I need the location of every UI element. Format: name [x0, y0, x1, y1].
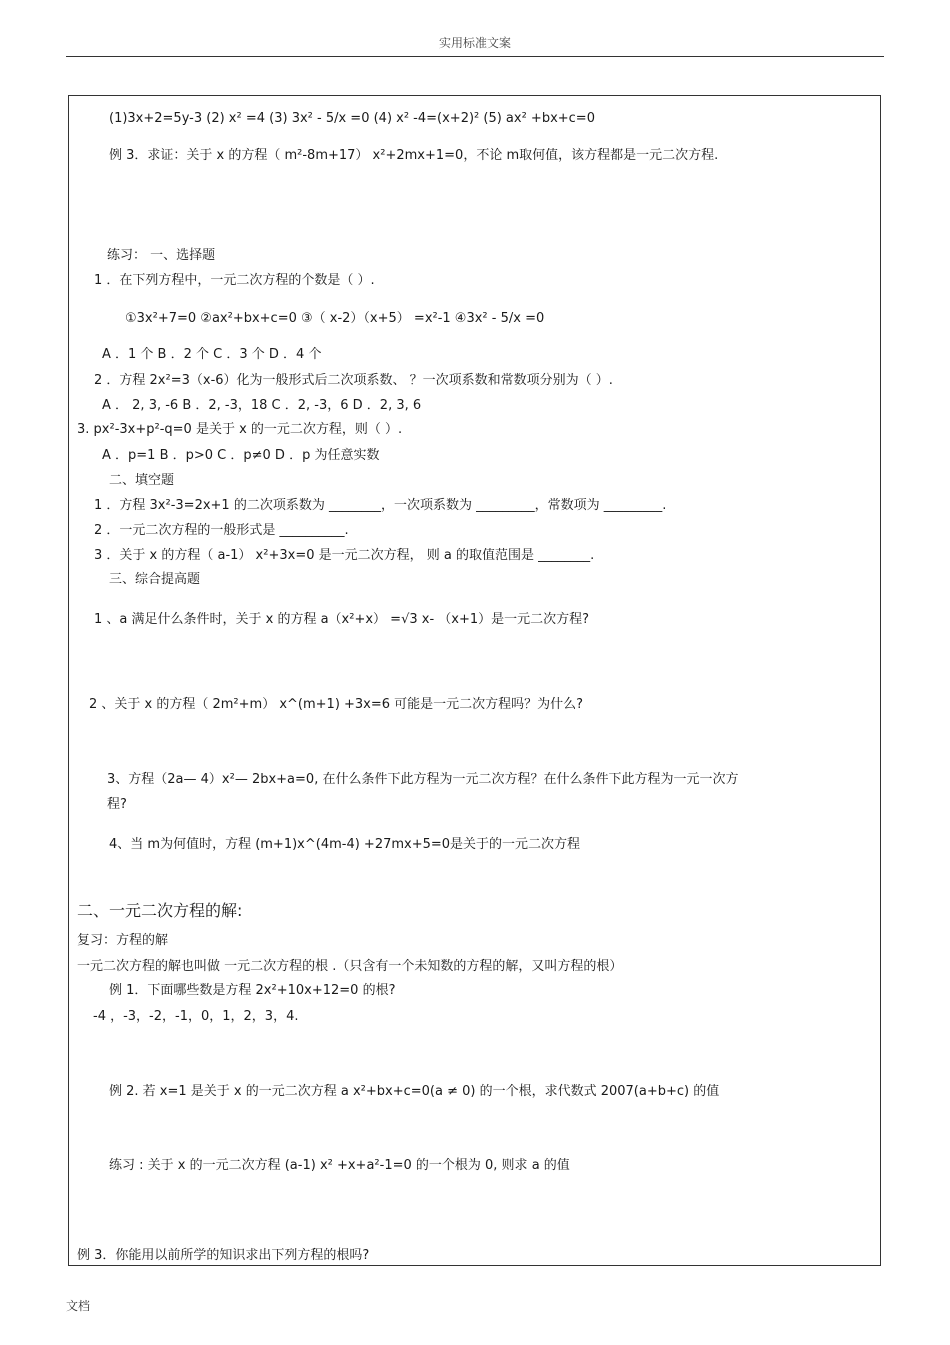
advanced-q3-cont: 程? [107, 797, 127, 812]
choice-q3-options: A ．p=1 B ．p>0 C ．p≠0 D ．p 为任意实数 [102, 448, 380, 463]
advanced-heading: 三、综合提高题 [109, 572, 201, 587]
page-header-title: 实用标准文案 [438, 36, 511, 50]
choice-q1: 1 ．在下列方程中，一元二次方程的个数是（ ）. [94, 273, 375, 288]
choice-q2-options: A ． 2, 3, -6 B ．2, -3，18 C ．2, -3，6 D ．2, 3, 6 [102, 398, 422, 413]
fill-q1: 1 ．方程 3x²-3=2x+1 的二次项系数为 ________，一次项系数为 _________，常数项为 _________. [94, 498, 667, 513]
fill-q2: 2 ．一元二次方程的一般形式是 __________. [94, 523, 349, 538]
fill-blank-heading: 二、填空题 [109, 473, 175, 488]
example-3-roots: 例 3．你能用以前所学的知识求出下列方程的根吗? [77, 1248, 370, 1263]
section-2-title: 二、一元二次方程的解: [77, 901, 243, 920]
example-1: 例 1．下面哪些数是方程 2x²+10x+12=0 的根? [109, 983, 396, 998]
page-footer: 文档 [66, 1299, 91, 1313]
example-equations-line: (1)3x+2=5y-3 (2) x² =4 (3) 3x² - 5/x =0 (4) x² -4=(x+2)² (5) ax² +bx+c=0 [109, 111, 595, 126]
review-heading: 复习：方程的解 [77, 933, 169, 948]
example-3-proof: 例 3．求证：关于 x 的方程（ m²-8m+17） x²+2mx+1=0，不论 m取何值，该方程都是一元二次方程. [109, 148, 719, 163]
choice-q2: 2 ．方程 2x²=3（x-6）化为一般形式后二次项系数、 ？一次项系数和常数项分别为（ ）. [94, 373, 613, 388]
content-frame [68, 95, 881, 1266]
example-2: 例 2. 若 x=1 是关于 x 的一元二次方程 a x²+bx+c=0(a ≠ 0) 的一个根，求代数式 2007(a+b+c) 的值 [109, 1084, 720, 1099]
exercise-choice-heading: 练习： 一、选择题 [107, 248, 216, 263]
fill-q3: 3 ．关于 x 的方程（ a-1） x²+3x=0 是一元二次方程， 则 a 的取值范围是 ________. [94, 548, 595, 563]
advanced-q1: 1 、a 满足什么条件时，关于 x 的方程 a（x²+x） =√3 x- （x+1）是一元二次方程? [94, 612, 590, 627]
advanced-q3: 3、方程（2a— 4）x²— 2bx+a=0, 在什么条件下此方程为一元二次方程？在什么条件下此方程为一元一次方 [107, 772, 739, 787]
root-definition: 一元二次方程的解也叫做 一元二次方程的根 .（只含有一个未知数的方程的解，又叫方程的根） [77, 959, 623, 974]
example-1-candidates: -4 ，-3，-2，-1，0，1，2，3，4. [93, 1009, 299, 1024]
choice-q1-equations: ①3x²+7=0 ②ax²+bx+c=0 ③（ x-2）（x+5） =x²-1 ④3x² - 5/x =0 [125, 311, 545, 326]
practice-root-zero: 练习 : 关于 x 的一元二次方程 (a-1) x² +x+a²-1=0 的一个根为 0, 则求 a 的值 [109, 1158, 570, 1173]
choice-q3: 3. px²-3x+p²-q=0 是关于 x 的一元二次方程，则（ ）. [77, 422, 403, 437]
advanced-q2: 2 、关于 x 的方程（ 2m²+m） x^(m+1) +3x=6 可能是一元二次方程吗？为什么? [89, 697, 584, 712]
header-rule [66, 56, 884, 57]
advanced-q4: 4、当 m为何值时，方程 (m+1)x^(4m-4) +27mx+5=0是关于的一元二次方程 [109, 837, 581, 852]
choice-q1-options: A ．1 个 B ．2 个 C ．3 个 D ．4 个 [102, 347, 322, 362]
